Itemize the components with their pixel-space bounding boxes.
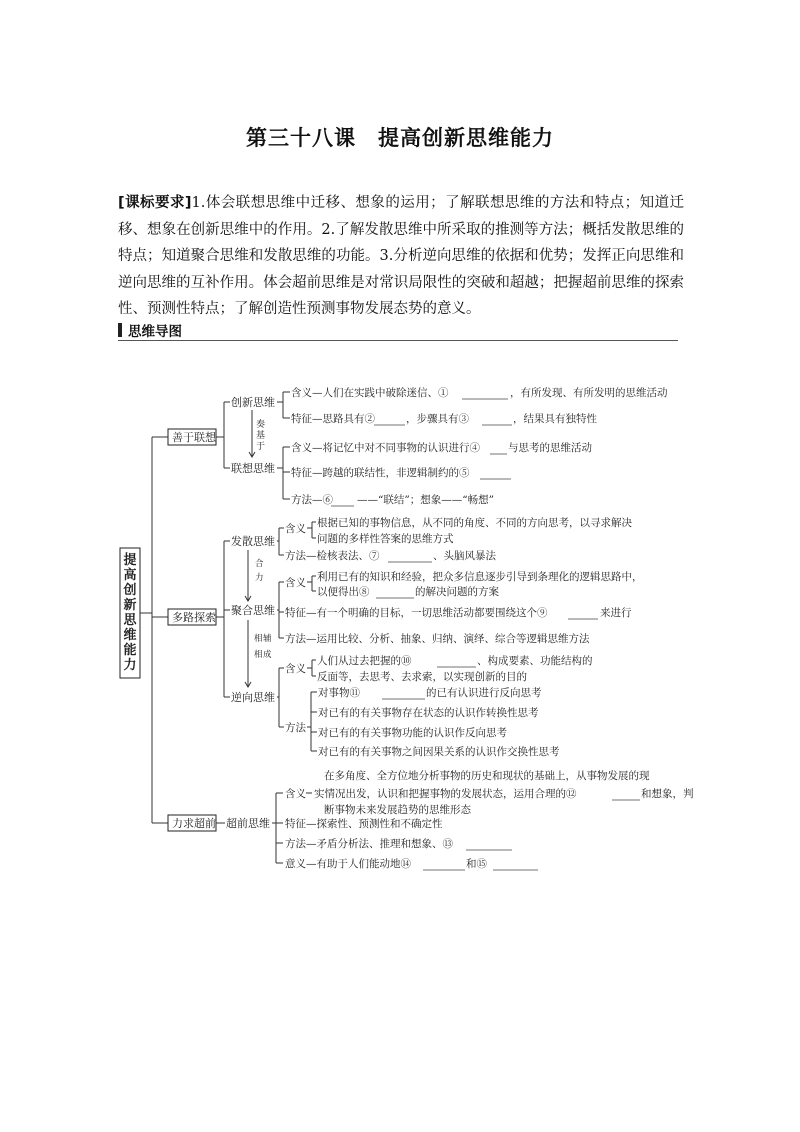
rev-definition: 人们从过去把握的⑩	[317, 655, 412, 667]
branch2-connector	[216, 541, 230, 697]
assoc-definition-end: 与思考的思维活动	[508, 442, 592, 454]
conv-definition: 利用已有的知识和经验，把众多信息逐步引导到条理化的逻辑思路中，	[317, 571, 643, 583]
rev-definition-label: 含义	[285, 663, 306, 675]
branch2-arrow	[245, 620, 251, 687]
link-char: 相	[254, 650, 263, 660]
rev-method-label: 方法	[285, 722, 306, 734]
node-associative-thinking: 联想思维	[231, 462, 275, 475]
conv-definition-2: 以便得出⑧	[317, 586, 370, 598]
rev-method-4: 对已有的有关事物之间因果关系的认识作交换性思考	[318, 746, 560, 758]
branch1-connector	[216, 402, 230, 468]
conv-definition-label: 含义	[285, 577, 306, 589]
adv-connector	[272, 793, 283, 863]
conv-feature: 特征—有一个明确的目标，一切思维活动都要围绕这个⑨	[285, 607, 548, 619]
link-char: 于	[256, 442, 266, 452]
root-char: 思	[123, 613, 137, 628]
div-definition-label: 含义	[285, 523, 306, 535]
rev-method-connector	[307, 692, 317, 751]
innov-definition: 含义—人们在实践中破除迷信、①	[291, 387, 449, 399]
adv-significance: 意义—有助于人们能动地⑭	[285, 858, 411, 870]
root-connector	[140, 437, 168, 823]
root-char: 高	[123, 568, 137, 583]
requirements-text: 1.体会联想思维中迁移、想象的运用；了解联想思维的方法和特点；知道迁移、想象在创新思维中的作用。2.了解发散思维中所采取的推测等方法；概括发散思维的特点；知道聚合思维和发散思维的功能。3.分析逆向思维的依据和优势；发挥正向思维和逆向思维的互补作用。体会超前思维是对常识局限性的突破和超越；把握超前思维的探索性、预测性特点；了解创造性预测事物发展态势的意义。	[118, 195, 684, 317]
assoc-method-end: ——“联结”；想象——“畅想”	[357, 494, 494, 506]
div-method-end: 、头脑风暴法	[433, 550, 496, 562]
innov-connector	[277, 392, 290, 418]
link-char: 成	[263, 650, 272, 660]
div-definition: 根据已知的事物信息，从不同的角度、不同的方向思考，以寻求解决	[317, 517, 632, 529]
link-char: 辅	[263, 634, 272, 644]
adv-feature: 特征—探索性、预测性和不确定性	[285, 818, 443, 830]
root-char: 能	[123, 643, 137, 658]
branch-label: 善于联想	[172, 431, 216, 444]
branch-label: 力求超前	[172, 817, 216, 830]
innov-definition-end: ，有所发现、有所发明的思维活动	[510, 387, 668, 399]
link-char: 基	[256, 431, 266, 441]
div-definition-2: 问题的多样性答案的思维方式	[317, 533, 454, 545]
node-reverse-thinking: 逆向思维	[231, 691, 275, 704]
section-title: 思维导图	[128, 324, 182, 340]
adv-definition: 在多角度、全方位地分析事物的历史和现状的基础上，从事物发展的现	[324, 770, 650, 782]
rev-definition-mid: 、构成要素、功能结构的	[477, 655, 593, 667]
branch2-arrow	[245, 550, 251, 601]
link-char: 力	[255, 573, 264, 583]
adv-definition-3: 断事物未来发展趋势的思维形态	[324, 804, 471, 816]
rev-method-1-end: 的已有认识进行反向思考	[426, 687, 542, 699]
root-char: 新	[123, 598, 137, 613]
conv-def-connector	[307, 576, 316, 591]
root-char: 提	[123, 553, 137, 568]
rev-method-2: 对已有的有关事物存在状态的认识作转换性思考	[318, 707, 539, 719]
rev-definition-2: 反面等，去思考、去求索，以实现创新的目的	[317, 671, 527, 683]
innov-feature-end: ，结果具有独特性	[513, 413, 597, 425]
adv-definition-2: 实情况出发，认识和把握事物的发展状态，运用合理的⑫	[314, 788, 577, 800]
rev-def-connector	[307, 660, 316, 676]
page-title: 第三十八课 提高创新思维能力	[246, 126, 554, 150]
conv-method: 方法—运用比较、分析、抽象、归纳、演绎、综合等逻辑思维方法	[285, 633, 590, 645]
adv-definition-label: 含义	[285, 788, 306, 800]
branch1-arrow	[249, 410, 255, 457]
innov-feature-mid: ，步骤具有③	[406, 413, 469, 425]
innov-feature: 特征—思路具有②	[291, 413, 375, 425]
assoc-connector	[277, 447, 290, 499]
rev-connector	[277, 668, 284, 727]
conv-connector	[277, 582, 284, 638]
node-advanced-thinking: 超前思维	[226, 817, 270, 830]
root-char: 维	[123, 628, 137, 643]
adv-definition-2-end: 和想象，判	[641, 788, 694, 800]
link-char: 合	[255, 559, 264, 569]
div-def-connector	[307, 522, 316, 538]
link-char: 奏	[256, 420, 266, 430]
adv-method: 方法—矛盾分析法、推理和想象、⑬	[285, 838, 453, 850]
adv-significance-mid: 和⑮	[466, 858, 487, 870]
div-method: 方法—检核表法、⑦	[285, 550, 380, 562]
node-divergent-thinking: 发散思维	[231, 535, 275, 548]
root-char: 力	[123, 658, 137, 673]
rev-method-3: 对已有的有关事物功能的认识作反向思考	[318, 727, 507, 739]
rev-method-1: 对事物⑪	[318, 687, 360, 699]
conv-feature-end: 来进行	[600, 607, 632, 619]
node-innovative-thinking: 创新思维	[231, 396, 275, 409]
node-convergent-thinking: 聚合思维	[231, 604, 275, 617]
assoc-feature: 特征—跨越的联结性，非逻辑制约的⑤	[291, 467, 470, 479]
requirements-label: [课标要求]	[118, 195, 192, 211]
assoc-definition: 含义—将记忆中对不同事物的认识进行④	[291, 442, 480, 454]
div-connector	[277, 528, 284, 555]
assoc-method: 方法—⑥	[291, 494, 333, 506]
link-char: 相	[254, 634, 263, 644]
branch-label: 多路探索	[172, 611, 216, 624]
conv-definition-3: 的解决问题的方案	[415, 586, 499, 598]
root-char: 创	[123, 583, 137, 598]
